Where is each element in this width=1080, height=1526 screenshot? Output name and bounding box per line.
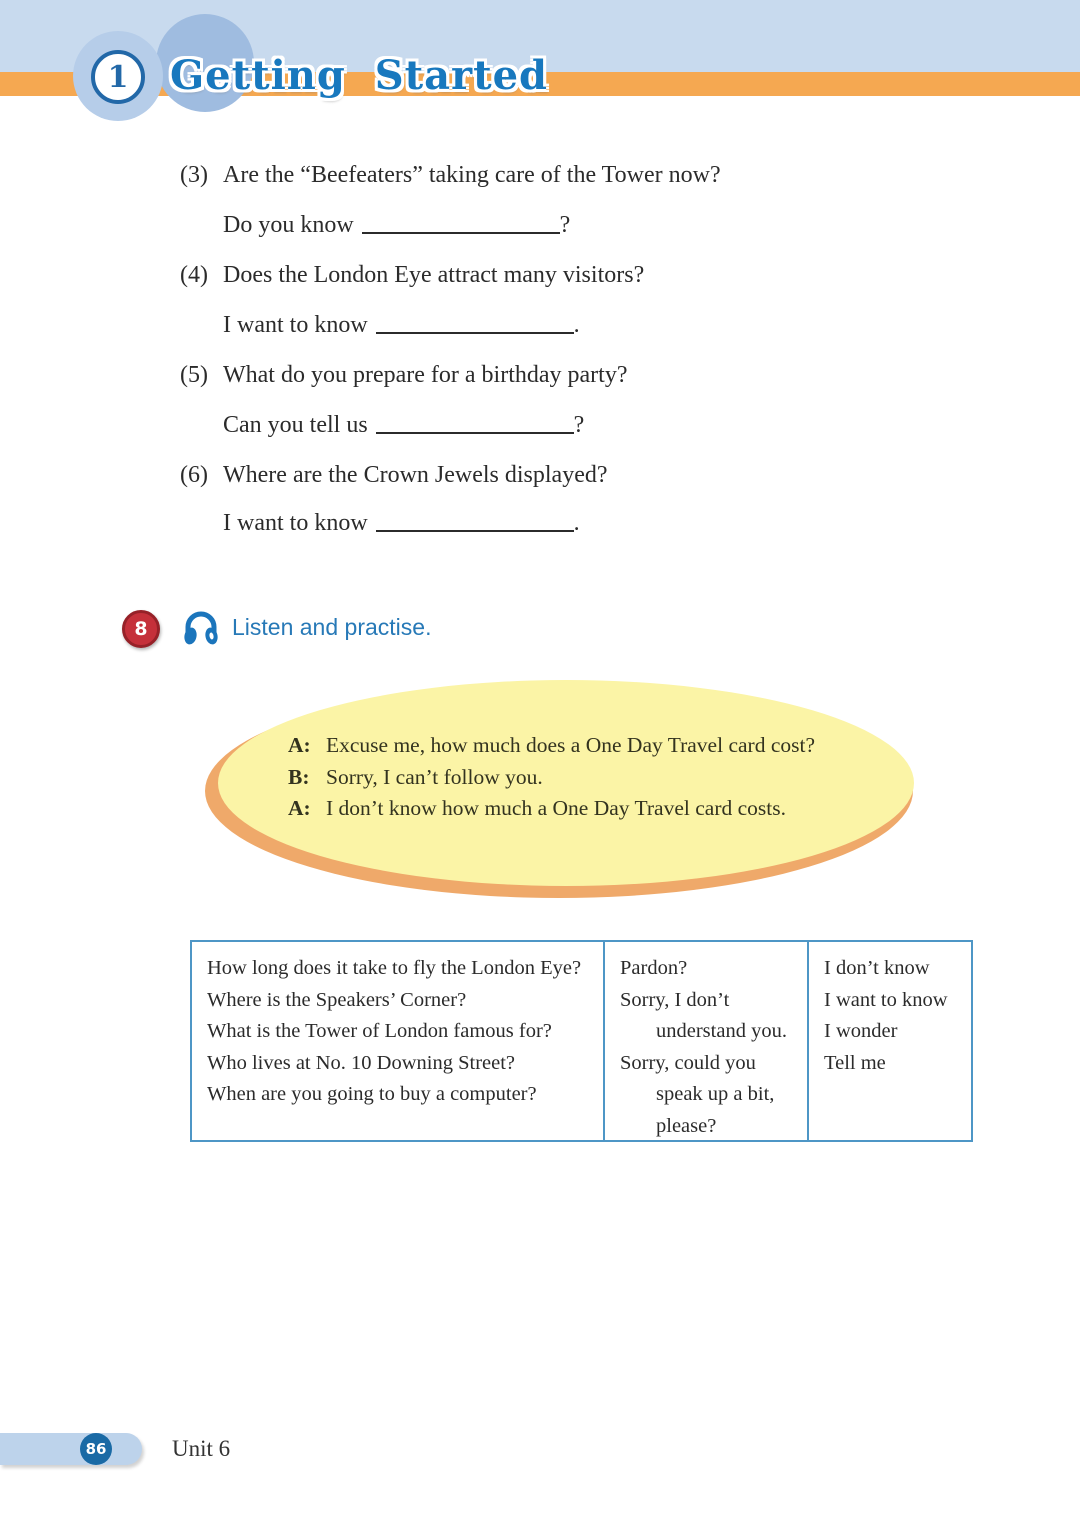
table-cell-line: speak up a bit, <box>656 1083 775 1105</box>
table-cell-line: Who lives at No. 10 Downing Street? <box>207 1051 516 1074</box>
question-text: Where are the Crown Jewels displayed? <box>223 462 608 488</box>
answer-punctuation: ? <box>559 212 571 238</box>
answer-row <box>223 212 570 239</box>
table-cell-line: I wonder <box>824 1020 898 1042</box>
question-text: What do you prepare for a birthday party? <box>223 362 628 388</box>
table-cell-line: I don’t know <box>824 957 930 979</box>
fill-in-blank <box>376 312 574 334</box>
table-cell-line: Where is the Speakers’ Corner? <box>207 988 467 1011</box>
dialog-block <box>288 733 888 828</box>
dialog-line <box>288 796 888 828</box>
answer-row <box>223 412 584 439</box>
answer-stem: Can you tell us <box>223 412 368 438</box>
table-cell-line: Sorry, I don’t <box>620 988 730 1011</box>
page-title: Getting Started <box>170 52 548 99</box>
table-cell-line: How long does it take to fly the London Eye? <box>207 957 582 979</box>
table-cell-line: understand you. <box>656 1020 787 1042</box>
table-column-questions <box>192 942 605 1140</box>
dialog-line <box>288 765 888 797</box>
answer-punctuation: . <box>573 510 580 536</box>
activity-number-badge <box>122 610 160 648</box>
answer-stem: I want to know <box>223 312 368 338</box>
question-text: Are the “Beefeaters” taking care of the Tower now? <box>223 162 721 188</box>
phrase-table <box>190 940 973 1142</box>
dialog-line <box>288 733 888 765</box>
fill-in-blank <box>362 212 560 234</box>
table-cell-line: When are you going to buy a computer? <box>207 1083 537 1105</box>
table-cell-line: I want to know <box>824 988 948 1011</box>
page-number: 86 <box>85 1440 107 1458</box>
answer-stem: I want to know <box>223 510 368 536</box>
question-row <box>180 262 644 289</box>
fill-in-blank <box>376 510 574 532</box>
question-row <box>180 462 608 489</box>
activity-instruction: Listen and practise. <box>232 614 432 640</box>
section-number: 1 <box>107 59 129 95</box>
question-number: (5) <box>180 362 208 388</box>
footer-pill <box>0 1433 142 1465</box>
section-number-badge <box>91 50 145 104</box>
table-cell-line: What is the Tower of London famous for? <box>207 1020 552 1042</box>
table-cell-line: Sorry, could you <box>620 1051 756 1074</box>
table-column-stems <box>809 942 971 1140</box>
answer-punctuation: . <box>573 312 580 338</box>
answer-row <box>223 312 580 339</box>
question-number: (3) <box>180 162 208 188</box>
page-number-badge <box>80 1433 112 1465</box>
answer-row <box>223 510 580 537</box>
question-text: Does the London Eye attract many visitors? <box>223 262 645 288</box>
answer-punctuation: ? <box>573 412 585 438</box>
table-cell-line: Pardon? <box>620 957 688 979</box>
activity-number: 8 <box>134 618 148 640</box>
speaker-label: A: <box>288 796 311 820</box>
headphones-icon <box>182 608 220 648</box>
speaker-label: B: <box>288 764 310 789</box>
table-cell-line: please? <box>656 1114 717 1137</box>
dialog-text: Sorry, I can’t follow you. <box>326 764 543 789</box>
question-row <box>180 162 721 189</box>
question-row <box>180 362 628 389</box>
table-cell-line: Tell me <box>824 1051 886 1074</box>
dialog-text: Excuse me, how much does a One Day Travel card cost? <box>326 733 815 757</box>
question-number: (6) <box>180 462 208 488</box>
table-column-responses <box>605 942 809 1140</box>
fill-in-blank <box>376 412 574 434</box>
unit-label: Unit 6 <box>172 1436 231 1461</box>
answer-stem: Do you know <box>223 212 354 238</box>
speaker-label: A: <box>288 733 311 757</box>
dialog-text: I don’t know how much a One Day Travel card costs. <box>326 796 786 820</box>
question-number: (4) <box>180 262 208 288</box>
